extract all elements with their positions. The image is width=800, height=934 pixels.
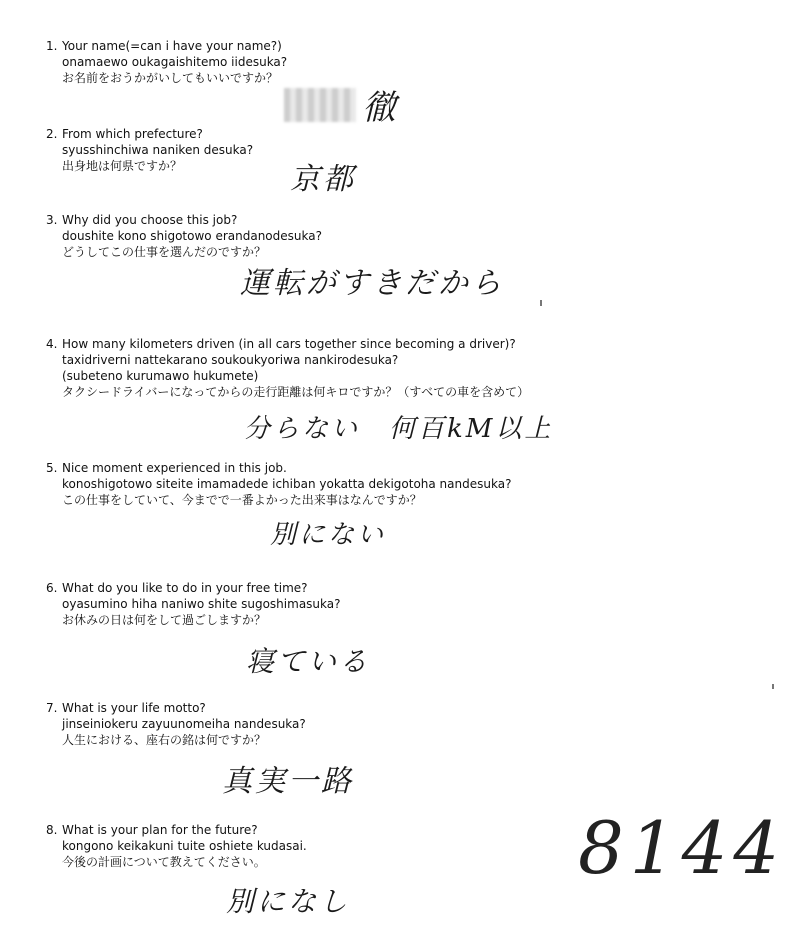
question-number: 3. <box>46 213 58 227</box>
question-number: 2. <box>46 127 58 141</box>
answer-8: 別になし <box>226 885 351 918</box>
question-number: 8. <box>46 823 58 837</box>
question-5 <box>46 460 511 508</box>
question-english: How many kilometers driven (in all cars together since becoming a driver)? <box>62 337 516 351</box>
question-romaji: oyasumino hiha naniwo shite sugoshimasuka? <box>62 597 341 611</box>
answer-1: 徹 <box>362 88 399 128</box>
answer-2: 京都 <box>290 162 356 197</box>
question-romaji: konoshigotowo siteite imamadede ichiban yokatta dekigotoha nandesuka? <box>62 477 512 491</box>
question-1 <box>46 38 287 86</box>
question-romaji: doushite kono shigotowo erandanodesuka? <box>62 229 322 243</box>
question-romaji: jinseiniokeru zayuunomeiha nandesuka? <box>62 717 306 731</box>
question-japanese: 出身地は何県ですか？ <box>62 159 183 173</box>
question-4 <box>46 336 529 400</box>
question-number: 7. <box>46 701 58 715</box>
question-romaji: onamaewo oukagaishitemo iidesuka? <box>62 55 288 69</box>
question-japanese: お休みの日は何をして過ごしますか？ <box>62 613 267 627</box>
question-english: What do you like to do in your free time? <box>62 581 308 595</box>
question-english: Why did you choose this job? <box>62 213 238 227</box>
question-2 <box>46 126 253 174</box>
answer-4: 分らない 何百kM以上 <box>244 414 554 444</box>
question-romaji-2: (subeteno kurumawo hukumete) <box>62 369 259 383</box>
question-number: 5. <box>46 461 58 475</box>
question-japanese: この仕事をしていて、今までで一番よかった出来事はなんですか？ <box>62 493 422 507</box>
question-english: Your name(=can i have your name?) <box>62 39 282 53</box>
answer-7: 真実一路 <box>222 764 354 799</box>
question-romaji: taxidriverni nattekarano soukoukyoriwa nankirodesuka? <box>62 353 399 367</box>
question-japanese: お名前をおうかがいしてもいいですか？ <box>62 71 279 85</box>
question-3 <box>46 212 322 260</box>
question-english: Nice moment experienced in this job. <box>62 461 287 475</box>
question-japanese: 人生における、座右の銘は何ですか？ <box>62 733 267 747</box>
question-6 <box>46 580 340 628</box>
answer-6: 寝ている <box>246 645 371 678</box>
question-number: 1. <box>46 39 58 53</box>
question-japanese: どうしてこの仕事を選んだのですか？ <box>62 245 267 259</box>
answer-3: 運転がすきだから <box>240 266 504 301</box>
question-japanese: 今後の計画について教えてください。 <box>62 855 266 869</box>
question-7 <box>46 700 306 748</box>
question-english: From which prefecture? <box>62 127 203 141</box>
scan-speck <box>772 684 774 689</box>
question-romaji: syusshinchiwa naniken desuka? <box>62 143 254 157</box>
sheet-number: 8144 <box>578 806 786 890</box>
question-english: What is your life motto? <box>62 701 206 715</box>
question-romaji: kongono keikakuni tuite oshiete kudasai. <box>62 839 307 853</box>
question-english: What is your plan for the future? <box>62 823 258 837</box>
scan-speck <box>540 300 542 306</box>
question-number: 6. <box>46 581 58 595</box>
question-number: 4. <box>46 337 58 351</box>
question-japanese: タクシードライバーになってからの走行距離は何キロですか？（すべての車を含めて） <box>62 385 530 399</box>
answer-5: 別にない <box>270 520 387 550</box>
question-8 <box>46 822 307 870</box>
redacted-name <box>284 88 356 122</box>
